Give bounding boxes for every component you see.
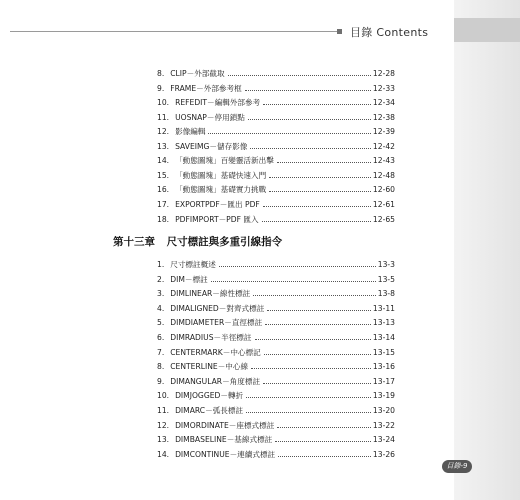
- toc-entry-title: DIMRADIUS－半徑標註: [170, 333, 252, 342]
- toc-entry[interactable]: [157, 386, 395, 400]
- toc-entry-page: 13-16: [372, 362, 395, 372]
- toc-entry-page: 13-3: [377, 260, 395, 269]
- toc-entry-number: 15.: [157, 170, 170, 180]
- toc-entry-page: 12-39: [372, 127, 395, 137]
- toc-entry-title: REFEDIT－編輯外部參考: [175, 98, 261, 108]
- page-header-title: 目錄 Contents: [350, 26, 429, 39]
- side-tab-strip: [454, 0, 520, 500]
- toc-entry-page: 13-22: [372, 420, 395, 430]
- toc-entry[interactable]: [157, 108, 395, 122]
- toc-entry-number: 3.: [157, 289, 165, 299]
- toc-entry[interactable]: [157, 137, 395, 151]
- toc-entry[interactable]: [157, 93, 395, 107]
- toc-entry-number: 14.: [157, 449, 170, 459]
- toc-entry-page: 13-13: [372, 318, 395, 328]
- toc-entry[interactable]: [157, 416, 395, 430]
- toc-entry-title: SAVEIMG－儲存影像: [175, 141, 248, 151]
- leader-dots: [248, 119, 371, 120]
- leader-dots: [277, 427, 371, 428]
- toc-entry[interactable]: [157, 64, 395, 78]
- leader-dots: [267, 310, 371, 311]
- toc-entry-page: 13-14: [372, 333, 395, 342]
- toc-entry[interactable]: [157, 122, 395, 136]
- header-rule: [10, 31, 338, 32]
- toc-entry-number: 14.: [157, 156, 170, 166]
- leader-dots: [251, 368, 371, 369]
- toc-entry-page: 12-28: [372, 69, 395, 78]
- toc-entry-number: 9.: [157, 83, 165, 93]
- leader-dots: [278, 456, 371, 457]
- leader-dots: [211, 281, 376, 282]
- toc-entry-title: DIMALIGNED－對齊式標註: [170, 303, 265, 313]
- leader-dots: [265, 324, 371, 325]
- leader-dots: [219, 266, 376, 267]
- toc-entry-page: 12-33: [372, 83, 395, 93]
- toc-entry[interactable]: [157, 401, 395, 415]
- toc-entry-page: 13-24: [372, 435, 395, 445]
- leader-dots: [246, 412, 371, 413]
- chapter-heading: [113, 234, 282, 249]
- page-number-badge: 目錄-9: [442, 460, 472, 473]
- toc-entry-page: 12-34: [372, 98, 395, 108]
- leader-dots: [263, 383, 371, 384]
- toc-entry-title: 「動態圖塊」基礎實力挑戰: [175, 185, 267, 195]
- toc-entry-number: 5.: [157, 318, 165, 328]
- chapter-number: 第十三章: [113, 236, 155, 248]
- toc-entry[interactable]: [157, 430, 395, 444]
- toc-entry-title: CENTERLINE－中心線: [170, 362, 249, 372]
- toc-entry-page: 12-42: [372, 141, 395, 151]
- toc-entry-page: 13-20: [372, 406, 395, 415]
- leader-dots: [208, 133, 370, 134]
- toc-entry[interactable]: [157, 210, 395, 224]
- leader-dots: [255, 339, 371, 340]
- toc-entry-number: 16.: [157, 185, 170, 195]
- toc-entry-number: 10.: [157, 98, 170, 108]
- toc-entry-page: 12-38: [372, 112, 395, 122]
- chapter-title: 尺寸標註與多重引線指令: [166, 236, 283, 248]
- toc-entry[interactable]: [157, 299, 395, 313]
- leader-dots: [269, 177, 371, 178]
- toc-entry[interactable]: [157, 255, 395, 269]
- toc-entry[interactable]: [157, 151, 395, 165]
- toc-entry[interactable]: [157, 79, 395, 93]
- toc-entry-title: DIMJOGGED－轉折: [175, 391, 244, 401]
- toc-entry-page: 13-5: [377, 274, 395, 284]
- toc-entry-number: 18.: [157, 214, 170, 224]
- toc-entry[interactable]: [157, 270, 395, 284]
- toc-entry-title: UOSNAP－停用鎖點: [175, 112, 245, 122]
- leader-dots: [262, 221, 371, 222]
- toc-entry[interactable]: [157, 166, 395, 180]
- toc-entry-number: 12.: [157, 127, 170, 137]
- leader-dots: [264, 354, 371, 355]
- toc-entry-number: 17.: [157, 199, 170, 209]
- leader-dots: [263, 206, 371, 207]
- leader-dots: [253, 295, 375, 296]
- leader-dots: [245, 90, 371, 91]
- toc-entry[interactable]: [157, 284, 395, 298]
- toc-entry-number: 9.: [157, 376, 165, 386]
- toc-entry-title: 「動態圖塊」基礎快速入門: [175, 170, 267, 180]
- toc-entry-page: 12-48: [372, 170, 395, 180]
- toc-entry[interactable]: [157, 357, 395, 371]
- toc-entry-number: 13.: [157, 435, 170, 445]
- toc-entry-title: FRAME－外部參考框: [170, 83, 242, 93]
- leader-dots: [228, 75, 371, 76]
- toc-entry-number: 13.: [157, 141, 170, 151]
- toc-entry-title: CLIP－外部截取: [170, 69, 225, 78]
- toc-entry-title: DIMDIAMETER－直徑標註: [170, 318, 263, 328]
- toc-entry[interactable]: [157, 195, 395, 209]
- toc-entry-title: 尺寸標註概述: [170, 260, 216, 269]
- toc-entry-page: 12-43: [372, 156, 395, 166]
- toc-entry-page: 13-26: [372, 449, 395, 459]
- leader-dots: [246, 397, 371, 398]
- toc-entry-page: 12-60: [372, 185, 395, 195]
- toc-entry-number: 12.: [157, 420, 170, 430]
- toc-entry-title: DIMORDINATE－座標式標註: [175, 420, 275, 430]
- toc-entry-title: EXPORTPDF－匯出 PDF: [175, 199, 260, 209]
- toc-entry-title: DIMARC－弧長標註: [175, 406, 244, 415]
- leader-dots: [263, 104, 371, 105]
- toc-entry[interactable]: [157, 445, 395, 459]
- toc-entry-number: 4.: [157, 303, 165, 313]
- toc-entry-number: 11.: [157, 406, 170, 415]
- toc-entry-title: DIMCONTINUE－連續式標註: [175, 449, 276, 459]
- toc-entry-number: 8.: [157, 69, 165, 78]
- leader-dots: [250, 148, 371, 149]
- toc-entry[interactable]: [157, 180, 395, 194]
- toc-entry-page: 12-61: [372, 199, 395, 209]
- leader-dots: [269, 191, 371, 192]
- toc-entry-title: 「動態圖塊」百變靈活新出擊: [175, 156, 274, 166]
- toc-entry[interactable]: [157, 328, 395, 342]
- toc-entry[interactable]: [157, 343, 395, 357]
- toc-entry-title: CENTERMARK－中心標記: [170, 347, 261, 357]
- toc-entry-title: 影像編輯: [175, 127, 206, 137]
- toc-entry-title: DIMLINEAR－線性標註: [170, 289, 251, 299]
- toc-entry-number: 1.: [157, 260, 165, 269]
- toc-entry-page: 13-17: [372, 376, 395, 386]
- toc-entry-number: 6.: [157, 333, 165, 342]
- toc-entry-page: 13-8: [377, 289, 395, 299]
- toc-entry-title: DIMBASELINE－基線式標註: [175, 435, 273, 445]
- toc-entry-number: 11.: [157, 112, 170, 122]
- toc-entry-title: DIM－標註: [170, 274, 208, 284]
- toc-entry-page: 13-19: [372, 391, 395, 401]
- toc-entry-number: 10.: [157, 391, 170, 401]
- leader-dots: [275, 441, 371, 442]
- toc-entry-page: 13-11: [372, 303, 395, 313]
- toc-entry[interactable]: [157, 372, 395, 386]
- toc-entry-number: 7.: [157, 347, 165, 357]
- toc-entry-number: 8.: [157, 362, 165, 372]
- side-tab-header: [454, 18, 520, 42]
- leader-dots: [277, 162, 371, 163]
- toc-entry-title: PDFIMPORT－PDF 匯入: [175, 214, 259, 224]
- toc-entry-title: DIMANGULAR－角度標註: [170, 376, 261, 386]
- toc-entry-page: 13-15: [372, 347, 395, 357]
- toc-entry-number: 2.: [157, 274, 165, 284]
- header-rule-marker: [337, 29, 342, 34]
- toc-entry-page: 12-65: [372, 214, 395, 224]
- toc-entry[interactable]: [157, 313, 395, 327]
